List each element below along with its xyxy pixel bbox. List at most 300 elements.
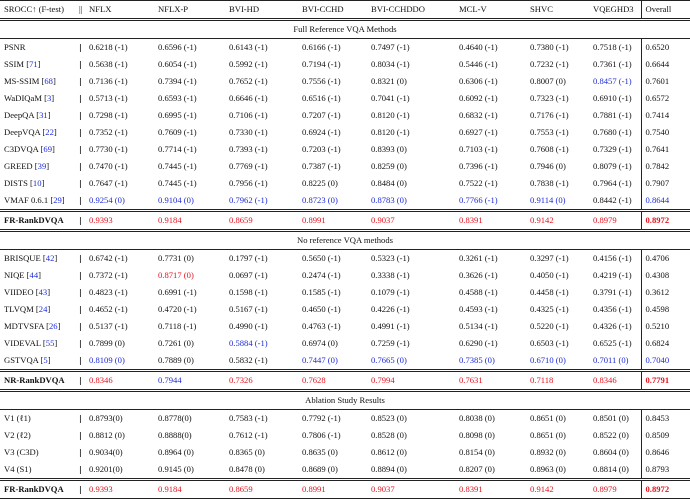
table-row [0, 107, 690, 124]
score-cell: 0.6596 (-1) [154, 39, 225, 57]
method-label: GREED [4, 161, 33, 171]
citation-link[interactable]: 69 [43, 144, 52, 154]
score-cell: 0.1079 (-1) [371, 287, 410, 297]
method-name: WaDIQaM [3] [4, 93, 55, 103]
score-cell: 0.7647 (-1) [89, 178, 128, 188]
method-name [0, 461, 75, 480]
score-cell: 0.5446 (-1) [459, 59, 498, 69]
score-cell: 0.8964 (0) [158, 447, 194, 457]
citation-link[interactable]: 22 [45, 127, 54, 137]
section-header-row [0, 20, 690, 39]
score-cell: 0.5992 (-1) [229, 59, 268, 69]
score-cell: 0.8612 (0) [371, 447, 407, 457]
score-cell: 0.7393 (-1) [229, 144, 268, 154]
score-cell: 0.6710 (0) [530, 355, 566, 365]
row-separator: || [79, 94, 81, 103]
method-label: MS-SSIM [4, 76, 40, 86]
score-cell: 0.4226 (-1) [371, 304, 410, 314]
score-cell: 0.4593 (-1) [459, 304, 498, 314]
score-cell: 0.8659 [225, 211, 298, 231]
table-row [0, 335, 690, 352]
score-cell: 0.6742 (-1) [85, 250, 154, 268]
score-cell: 0.8979 [589, 480, 641, 499]
table-row [0, 250, 690, 268]
table-row [0, 158, 690, 175]
table-row [0, 410, 690, 428]
method-name: GREED [39] [4, 161, 50, 171]
citation-link[interactable]: 5 [43, 355, 48, 365]
table-row [0, 371, 690, 391]
score-cell: 0.7769 (-1) [229, 161, 268, 171]
table-row [0, 73, 690, 90]
score-cell: 0.7330 (-1) [229, 127, 268, 137]
score-cell: 0.7203 (-1) [302, 144, 341, 154]
score-cell: 0.6924 (-1) [302, 127, 341, 137]
row-separator: || [79, 288, 81, 297]
score-cell: 0.8391 [455, 480, 526, 499]
score-cell: 0.4720 (-1) [158, 304, 197, 314]
method-name: DeepVQA [22] [4, 127, 57, 137]
score-cell: 0.4706 [641, 250, 690, 268]
score-cell: 0.7899 (0) [89, 338, 125, 348]
score-cell: 0.8079 (-1) [593, 161, 632, 171]
score-cell: 0.7714 (-1) [158, 144, 197, 154]
row-separator: || [79, 322, 81, 331]
score-cell: 0.7556 (-1) [302, 76, 341, 86]
method-label: MDTVSFA [4, 321, 44, 331]
method-name: MS-SSIM [68] [4, 76, 56, 86]
score-cell: 0.7609 (-1) [158, 127, 197, 137]
score-cell: 0.7956 (-1) [229, 178, 268, 188]
method-name: TLVQM [24] [4, 304, 51, 314]
section-header-row [0, 391, 690, 410]
score-cell: 0.7361 (-1) [593, 59, 632, 69]
score-cell: 0.7259 (-1) [371, 338, 410, 348]
score-cell: 0.8154 (0) [459, 447, 495, 457]
citation-link[interactable]: 44 [29, 270, 39, 280]
score-cell: 0.7518 (-1) [589, 39, 641, 57]
method-name: DISTS [10] [4, 178, 45, 188]
score-cell: 0.8659 [225, 480, 298, 499]
score-cell: 0.7329 (-1) [593, 144, 632, 154]
method-label: DeepQA [4, 110, 35, 120]
method-label: V3 (C3D) [4, 447, 39, 457]
table-row [0, 267, 690, 284]
score-cell: 0.4823 (-1) [89, 287, 128, 297]
score-cell: 0.7553 (-1) [530, 127, 569, 137]
score-cell: 0.4763 (-1) [302, 321, 341, 331]
score-cell: 0.7792 (-1) [298, 410, 367, 428]
score-cell: 0.8646 [641, 444, 690, 461]
score-cell: 0.6910 (-1) [593, 93, 632, 103]
score-cell: 0.7907 [641, 175, 690, 192]
method-name [0, 39, 75, 57]
method-name [0, 444, 75, 461]
score-cell: 0.8346 [85, 371, 154, 391]
score-cell: 0.7540 [641, 124, 690, 141]
score-cell: 0.8963 (0) [530, 464, 566, 474]
header-bvi-hd: BVI-HD [225, 1, 298, 20]
table-row [0, 461, 690, 480]
score-cell: 0.7470 (-1) [89, 161, 128, 171]
row-separator: || [79, 339, 81, 348]
score-cell: 0.9142 [526, 211, 589, 231]
score-cell: 0.8478 (0) [229, 464, 265, 474]
score-cell: 0.6516 (-1) [302, 93, 341, 103]
score-cell: 0.6520 [641, 39, 690, 57]
score-cell: 0.8346 [589, 371, 641, 391]
score-cell: 0.7889 (0) [158, 355, 194, 365]
row-separator: || [79, 145, 81, 154]
score-cell: 0.8120 (-1) [371, 127, 410, 137]
score-cell: 0.8932 (0) [530, 447, 566, 457]
score-cell: 0.8038 (0) [455, 410, 526, 428]
section-title: Ablation Study Results [0, 391, 690, 410]
score-cell: 0.8259 (0) [371, 161, 407, 171]
method-label: V1 (ℓ1) [4, 413, 31, 423]
header-bvi-cchddo: BVI-CCHDDO [367, 1, 455, 20]
score-cell: 0.8225 (0) [302, 178, 338, 188]
score-cell: 0.8644 [641, 192, 690, 211]
score-cell: 0.8034 (-1) [371, 59, 410, 69]
citation-link[interactable]: 29 [53, 195, 62, 205]
score-cell: 0.8793(0) [85, 410, 154, 428]
score-cell: 0.8651 (0) [526, 410, 589, 428]
header-mcl-v: MCL-V [455, 1, 526, 20]
method-label: VMAF 0.6.1 [4, 195, 49, 205]
score-cell: 0.4990 (-1) [229, 321, 268, 331]
score-cell: 0.7583 (-1) [225, 410, 298, 428]
score-cell: 0.5323 (-1) [367, 250, 455, 268]
score-cell: 0.9142 [526, 480, 589, 499]
score-cell: 0.4156 (-1) [589, 250, 641, 268]
score-cell: 0.8501 (0) [589, 410, 641, 428]
method-label: VIDEVAL [4, 338, 41, 348]
score-cell: 0.6824 [641, 335, 690, 352]
method-name [0, 371, 75, 391]
row-separator: || [79, 111, 81, 120]
score-cell: 0.8793 [641, 461, 690, 480]
header-shvc: SHVC [526, 1, 589, 20]
score-cell: 0.4991 (-1) [371, 321, 410, 331]
score-cell: 0.7414 [641, 107, 690, 124]
score-cell: 0.4588 (-1) [459, 287, 498, 297]
score-cell: 0.6995 (-1) [158, 110, 197, 120]
table-row [0, 90, 690, 107]
row-separator: || [79, 271, 81, 280]
score-cell: 0.8689 (0) [302, 464, 338, 474]
table-row [0, 318, 690, 335]
header-vqeghd3: VQEGHD3 [589, 1, 641, 20]
method-name: VIIDEO [43] [4, 287, 51, 297]
header-row [0, 1, 690, 20]
citation-link[interactable]: 43 [38, 287, 48, 297]
score-cell: 0.6593 (-1) [158, 93, 197, 103]
row-separator: || [75, 371, 85, 391]
citation-link[interactable]: 55 [45, 338, 55, 348]
score-cell: 0.5638 (-1) [89, 59, 128, 69]
score-cell: 0.8528 (0) [371, 430, 407, 440]
method-label: GSTVQA [4, 355, 39, 365]
score-cell: 0.7040 [641, 352, 690, 371]
row-separator: || [75, 211, 85, 231]
score-cell: 0.4356 (-1) [593, 304, 632, 314]
score-cell: 0.8457 (-1) [593, 76, 632, 86]
score-cell: 0.7838 (-1) [530, 178, 569, 188]
score-cell: 0.6525 (-1) [593, 338, 632, 348]
score-cell: 0.0697 (-1) [229, 270, 268, 280]
score-cell: 0.7298 (-1) [89, 110, 128, 120]
score-cell: 0.7103 (-1) [459, 144, 498, 154]
row-separator: || [75, 410, 85, 428]
method-name: GSTVQA [5] [4, 355, 51, 365]
score-cell: 0.8979 [589, 211, 641, 231]
score-cell: 0.8007 (0) [530, 76, 566, 86]
score-cell: 0.4598 [641, 301, 690, 318]
method-label: PSNR [4, 42, 26, 52]
score-cell: 0.7396 (-1) [459, 161, 498, 171]
score-cell: 0.7881 (-1) [593, 110, 632, 120]
score-cell: 0.4640 (-1) [455, 39, 526, 57]
row-separator: || [79, 356, 81, 365]
row-separator: || [79, 77, 81, 86]
score-cell: 0.4050 (-1) [530, 270, 569, 280]
citation-link[interactable]: 26 [48, 321, 58, 331]
score-cell: 0.8391 [455, 211, 526, 231]
table-row [0, 175, 690, 192]
score-cell: 0.7608 (-1) [530, 144, 569, 154]
row-separator: || [79, 179, 81, 188]
row-separator: || [75, 39, 85, 57]
score-cell: 0.4325 (-1) [530, 304, 569, 314]
score-cell: 0.8651 (0) [530, 430, 566, 440]
score-cell: 0.8812 (0) [89, 430, 125, 440]
score-cell: 0.2474 (-1) [302, 270, 341, 280]
score-cell: 0.7352 (-1) [89, 127, 128, 137]
table-row [0, 444, 690, 461]
score-cell: 0.9184 [154, 480, 225, 499]
score-cell: 0.8442 (-1) [593, 195, 632, 205]
score-cell: 0.8120 (-1) [371, 110, 410, 120]
score-cell: 0.5884 (-1) [229, 338, 268, 348]
score-cell: 0.5137 (-1) [89, 321, 128, 331]
score-cell: 0.6991 (-1) [158, 287, 197, 297]
score-cell: 0.4652 (-1) [89, 304, 128, 314]
score-cell: 0.6832 (-1) [459, 110, 498, 120]
score-cell: 0.7011 (0) [593, 355, 629, 365]
score-cell: 0.8723 (0) [302, 195, 338, 205]
score-cell: 0.7731 (0) [154, 250, 225, 268]
score-cell: 0.3612 [641, 284, 690, 301]
score-cell: 0.7631 [455, 371, 526, 391]
method-name: C3DVQA [69] [4, 144, 55, 154]
score-cell: 0.7387 (-1) [302, 161, 341, 171]
score-cell: 0.8109 (0) [89, 355, 125, 365]
method-name [0, 410, 75, 428]
score-cell: 0.8365 (0) [229, 447, 265, 457]
score-cell: 0.7445 (-1) [158, 178, 197, 188]
score-cell: 0.6218 (-1) [85, 39, 154, 57]
score-cell: 0.1797 (-1) [225, 250, 298, 268]
method-name: VMAF 0.6.1 [29] [4, 195, 65, 205]
score-cell: 0.7380 (-1) [526, 39, 589, 57]
score-cell: 0.6290 (-1) [459, 338, 498, 348]
method-label: NR-RankDVQA [4, 375, 65, 385]
row-separator: || [79, 448, 81, 457]
score-cell: 0.8393 (0) [371, 144, 407, 154]
score-cell: 0.4308 [641, 267, 690, 284]
score-cell: 0.3338 (-1) [371, 270, 410, 280]
row-separator: || [79, 60, 81, 69]
citation-link[interactable]: 39 [37, 161, 47, 171]
citation-link[interactable]: 71 [29, 59, 38, 69]
score-cell: 0.7497 (-1) [367, 39, 455, 57]
score-cell: 0.7964 (-1) [593, 178, 632, 188]
score-cell: 0.7326 [225, 371, 298, 391]
score-cell: 0.9201(0) [89, 464, 123, 474]
section-title: Full Reference VQA Methods [0, 20, 690, 39]
score-cell: 0.7232 (-1) [530, 59, 569, 69]
table-row [0, 301, 690, 318]
score-cell: 0.8894 (0) [371, 464, 407, 474]
score-cell: 0.7944 [154, 371, 225, 391]
table-row [0, 39, 690, 57]
score-cell: 0.8972 [641, 211, 690, 231]
score-cell: 0.7118 [526, 371, 589, 391]
method-label: SSIM [4, 59, 25, 69]
score-cell: 0.7842 [641, 158, 690, 175]
citation-link[interactable]: 68 [44, 76, 53, 86]
score-cell: 0.6503 (-1) [530, 338, 569, 348]
header-overall: Overall [641, 1, 690, 20]
score-cell: 0.1598 (-1) [229, 287, 268, 297]
score-cell: 0.9393 [85, 480, 154, 499]
table-row [0, 211, 690, 231]
score-cell: 0.7194 (-1) [302, 59, 341, 69]
score-cell: 0.3297 (-1) [526, 250, 589, 268]
score-cell: 0.6572 [641, 90, 690, 107]
row-separator: || [79, 431, 81, 440]
header-bvi-cchd: BVI-CCHD [298, 1, 367, 20]
score-cell: 0.7730 (-1) [89, 144, 128, 154]
section-header-row [0, 231, 690, 250]
score-cell: 0.5210 [641, 318, 690, 335]
score-cell: 0.7612 (-1) [229, 430, 268, 440]
row-separator: || [79, 162, 81, 171]
score-cell: 0.5832 (-1) [229, 355, 268, 365]
score-cell: 0.9037 [367, 480, 455, 499]
header-separator: || [75, 1, 85, 20]
header-nflx: NFLX [85, 1, 154, 20]
score-cell: 0.9114 (0) [530, 195, 566, 205]
score-cell: 0.8604 (0) [593, 447, 629, 457]
row-separator: || [75, 250, 85, 268]
method-name: SSIM [71] [4, 59, 41, 69]
table-row [0, 284, 690, 301]
score-cell: 0.3261 (-1) [455, 250, 526, 268]
table-row [0, 480, 690, 499]
table-row [0, 124, 690, 141]
citation-link[interactable]: 10 [32, 178, 42, 188]
row-separator: || [79, 305, 81, 314]
score-cell: 0.8453 [641, 410, 690, 428]
method-name: DeepQA [31] [4, 110, 51, 120]
score-cell: 0.9145 (0) [158, 464, 194, 474]
score-cell: 0.8778(0) [154, 410, 225, 428]
score-cell: 0.9037 [367, 211, 455, 231]
score-cell: 0.8098 (0) [459, 430, 495, 440]
score-cell: 0.8783 (0) [371, 195, 407, 205]
citation-link[interactable]: 31 [39, 110, 48, 120]
score-cell: 0.7522 (-1) [459, 178, 498, 188]
score-cell: 0.4326 (-1) [593, 321, 632, 331]
method-label: WaDIQaM [4, 93, 42, 103]
score-cell: 0.7106 (-1) [229, 110, 268, 120]
method-name: MDTVSFA [26] [4, 321, 61, 331]
table-row [0, 352, 690, 371]
header-method: SROCC↑ (F-test) [0, 1, 75, 20]
method-name: BRISQUE [42] [0, 250, 75, 268]
score-cell: 0.3791 (-1) [593, 287, 632, 297]
score-cell: 0.7323 (-1) [530, 93, 569, 103]
score-cell: 0.7394 (-1) [158, 76, 197, 86]
score-cell: 0.6644 [641, 56, 690, 73]
score-cell: 0.7806 (-1) [302, 430, 341, 440]
method-name [0, 427, 75, 444]
score-cell: 0.7994 [367, 371, 455, 391]
score-cell: 0.6927 (-1) [459, 127, 498, 137]
score-cell: 0.8717 (0) [158, 270, 194, 280]
row-separator: || [79, 128, 81, 137]
score-cell: 0.7946 (0) [530, 161, 566, 171]
citation-link[interactable]: 24 [38, 304, 48, 314]
score-cell: 0.5220 (-1) [530, 321, 569, 331]
method-label: DISTS [4, 178, 28, 188]
score-cell: 0.7372 (-1) [89, 270, 128, 280]
score-cell: 0.8888(0) [158, 430, 192, 440]
method-label: BRISQUE [4, 253, 41, 263]
method-label: FR-RankDVQA [4, 484, 64, 494]
score-cell: 0.6306 (-1) [459, 76, 498, 86]
score-cell: 0.7665 (0) [371, 355, 407, 365]
table-body [0, 20, 690, 499]
method-label: FR-RankDVQA [4, 215, 64, 225]
score-cell: 0.5167 (-1) [229, 304, 268, 314]
score-cell: 0.5134 (-1) [459, 321, 498, 331]
method-label: C3DVQA [4, 144, 39, 154]
method-label: V4 (S1) [4, 464, 32, 474]
citation-link[interactable]: 42 [45, 253, 55, 263]
score-cell: 0.7791 [641, 371, 690, 391]
score-cell: 0.8991 [298, 211, 367, 231]
score-cell: 0.7680 (-1) [593, 127, 632, 137]
row-separator: || [75, 480, 85, 499]
score-cell: 0.5713 (-1) [89, 93, 128, 103]
score-cell: 0.8972 [641, 480, 690, 499]
score-cell: 0.7766 (-1) [459, 195, 498, 205]
score-cell: 0.1585 (-1) [302, 287, 341, 297]
score-cell: 0.5650 (-1) [298, 250, 367, 268]
score-cell: 0.6054 (-1) [158, 59, 197, 69]
score-cell: 0.7652 (-1) [229, 76, 268, 86]
header-nflx-p: NFLX-P [154, 1, 225, 20]
citation-link[interactable]: 3 [46, 93, 52, 103]
score-cell: 0.8321 (0) [371, 76, 407, 86]
score-cell: 0.7118 (-1) [158, 321, 197, 331]
score-cell: 0.6143 (-1) [225, 39, 298, 57]
table-row [0, 427, 690, 444]
score-cell: 0.4219 (-1) [593, 270, 632, 280]
